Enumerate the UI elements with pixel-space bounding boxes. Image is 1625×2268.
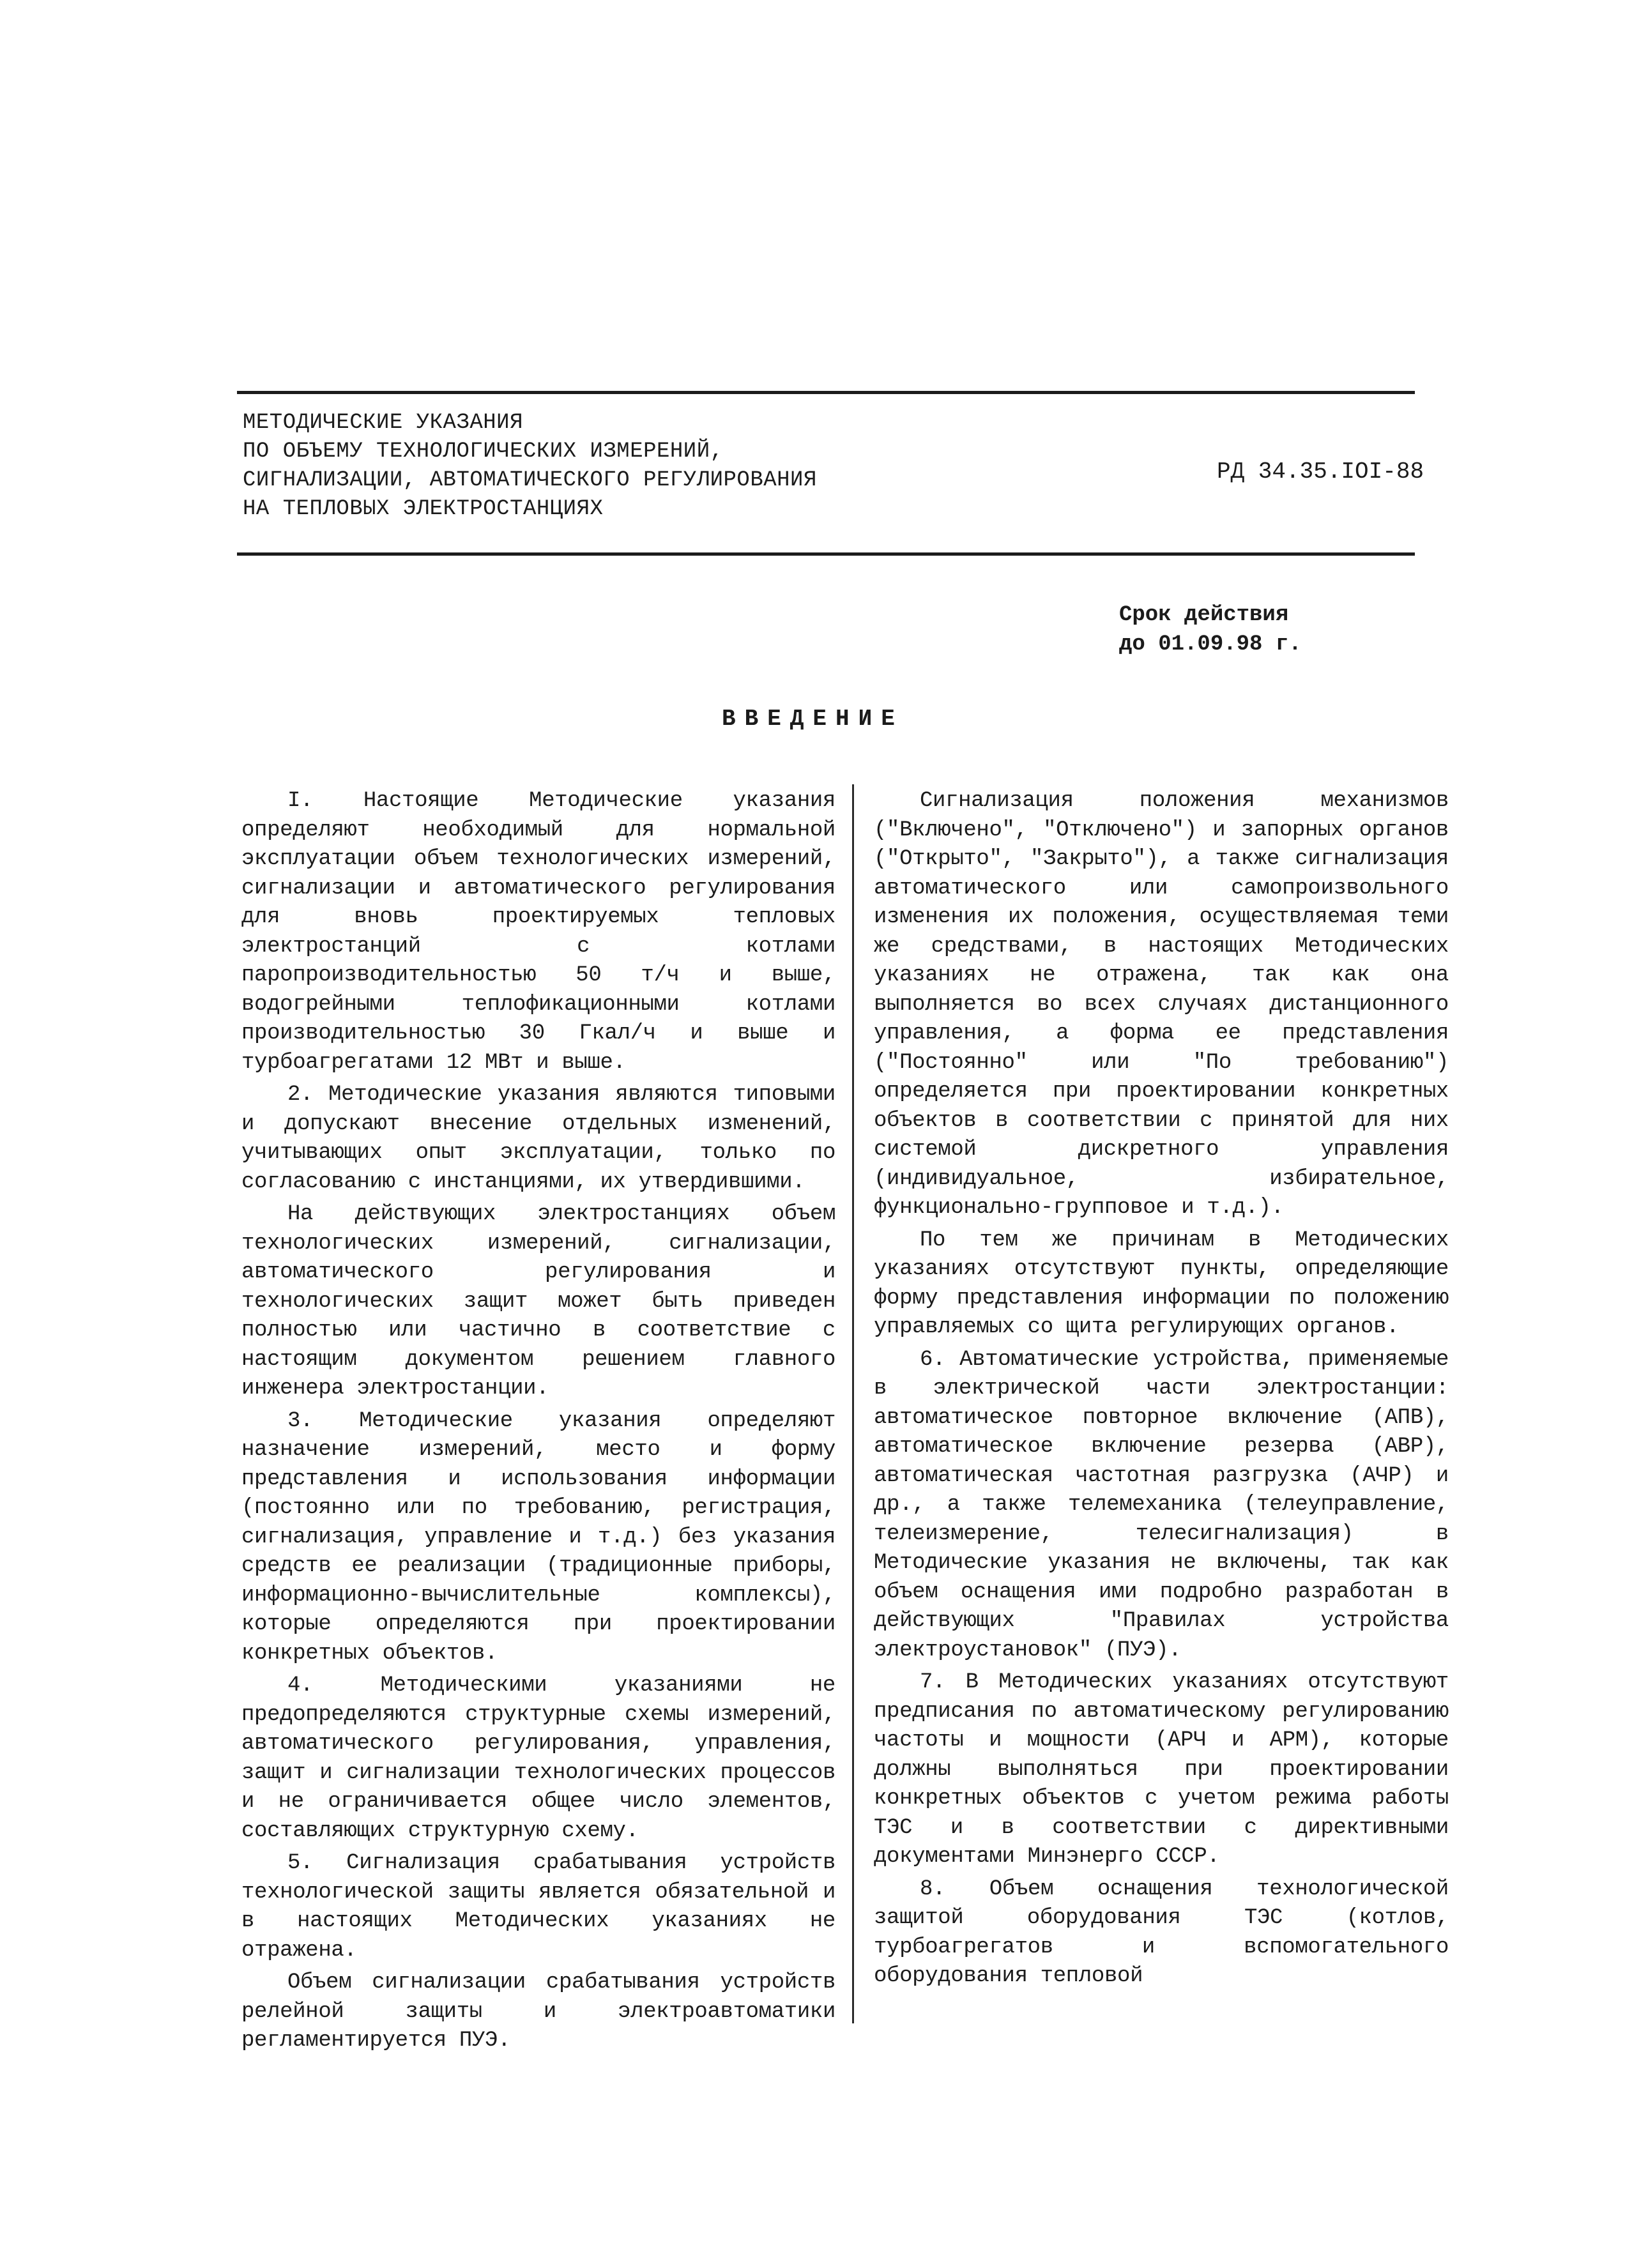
validity-date: до 01.09.98 г. bbox=[1119, 632, 1302, 657]
right-text-column bbox=[874, 787, 1449, 1995]
document-code: РД 34.35.IOI-88 bbox=[1217, 459, 1424, 485]
paragraph: 2. Методические указания являются типовыми и допускают внесение отдельных изменений, учитывающих опыт эксплуатации, только по согласованию с инстанциями, их утвердившими. bbox=[241, 1083, 835, 1194]
left-text-column bbox=[241, 787, 835, 2059]
paragraph: По тем же причинам в Методических указаниях отсутствуют пункты, определяющие форму представления информации по положению управляемых со щита регулирующих органов. bbox=[874, 1228, 1449, 1339]
paragraph: 8. Объем оснащения технологической защитой оборудования ТЭС (котлов, турбоагрегатов и вспомогательного оборудования тепловой bbox=[874, 1876, 1449, 1988]
document-title-line: НА ТЕПЛОВЫХ ЭЛЕКТРОСТАНЦИЯХ bbox=[243, 497, 604, 521]
paragraph: 7. В Методических указаниях отсутствуют предписания по автоматическому регулированию частоты и мощности (АРЧ и АРМ), которые должны выполняться при проектировании конкретных объектов с учетом режима работы ТЭС и в соответствии с директивными документами Минэнерго СССР. bbox=[874, 1670, 1449, 1869]
paragraph: Объем сигнализации срабатывания устройств релейной защиты и электроавтоматики регламентируется ПУЭ. bbox=[241, 1970, 835, 2053]
paragraph: 6. Автоматические устройства, применяемые в электрической части электростанции: автоматическое повторное включение (АПВ), автоматическое включение резерва (АВР), автоматическая частотная разгрузка (АЧР) и др., а также телемеханика (телеуправление, телеизмерение, телесигнализация) в Методические указания не включены, так как объем оснащения ими подробно разработан в действующих "Правилах устройства электроустановок" (ПУЭ). bbox=[874, 1347, 1449, 1663]
document-title-line: СИГНАЛИЗАЦИИ, АВТОМАТИЧЕСКОГО РЕГУЛИРОВАНИЯ bbox=[243, 468, 817, 492]
paragraph: На действующих электростанциях объем технологических измерений, сигнализации, автоматического регулирования и технологических защит может быть приведен полностью или частично в соответствие с настоящим документом решением главного инженера электростанции. bbox=[241, 1202, 835, 1401]
header-bottom-rule bbox=[237, 552, 1415, 556]
validity-label: Срок действия bbox=[1119, 603, 1289, 627]
paragraph: I. Настоящие Методические указания определяют необходимый для нормальной эксплуатации объем технологических измерений, сигнализации и автоматического регулирования для вновь проектируемых тепловых электростанций с котлами паропроизводительностью 50 т/ч и выше, водогрейными теплофикационными котлами производительностью 30 Гкал/ч и выше и турбоагрегатами 12 МВт и выше. bbox=[241, 789, 835, 1075]
paragraph: Сигнализация положения механизмов ("Включено", "Отключено") и запорных органов ("Открыто", "Закрыто"), а также сигнализация автоматического или самопроизвольного изменения их положения, осуществляемая теми же средствами, в настоящих Методических указаниях не отражена, так как она выполняется во всех случаях дистанционного управления, а форма ее представления ("Постоянно" или "По требованию") определяется при проектировании конкретных объектов в соответствии с принятой для них системой дискретного управления (индивидуальное, избирательное, функционально-групповое и т.д.). bbox=[874, 789, 1449, 1220]
section-heading: ВВЕДЕНИЕ bbox=[722, 706, 904, 732]
validity-period bbox=[1119, 600, 1387, 659]
document-title-line: ПО ОБЪЕМУ ТЕХНОЛОГИЧЕСКИХ ИЗМЕРЕНИЙ, bbox=[243, 439, 724, 464]
document-title bbox=[243, 409, 1137, 524]
paragraph: 3. Методические указания определяют назначение измерений, место и форму представления и использования информации (постоянно или по требованию, регистрация, сигнализация, управление и т.д.) без указания средств ее реализации (традиционные приборы, информационно-вычислительные комплексы), которые определяются при проектировании конкретных объектов. bbox=[241, 1408, 835, 1666]
header-top-rule bbox=[237, 391, 1415, 394]
paragraph: 4. Методическими указаниями не предопределяются структурные схемы измерений, автоматического регулирования, управления, защит и сигнализации технологических процессов и не ограничивается общее число элементов, составляющих структурную схему. bbox=[241, 1673, 835, 1843]
column-divider bbox=[852, 784, 854, 2023]
document-title-line: МЕТОДИЧЕСКИЕ УКАЗАНИЯ bbox=[243, 411, 523, 435]
paragraph: 5. Сигнализация срабатывания устройств технологической защиты является обязательной и в настоящих Методических указаниях не отражена. bbox=[241, 1851, 835, 1963]
